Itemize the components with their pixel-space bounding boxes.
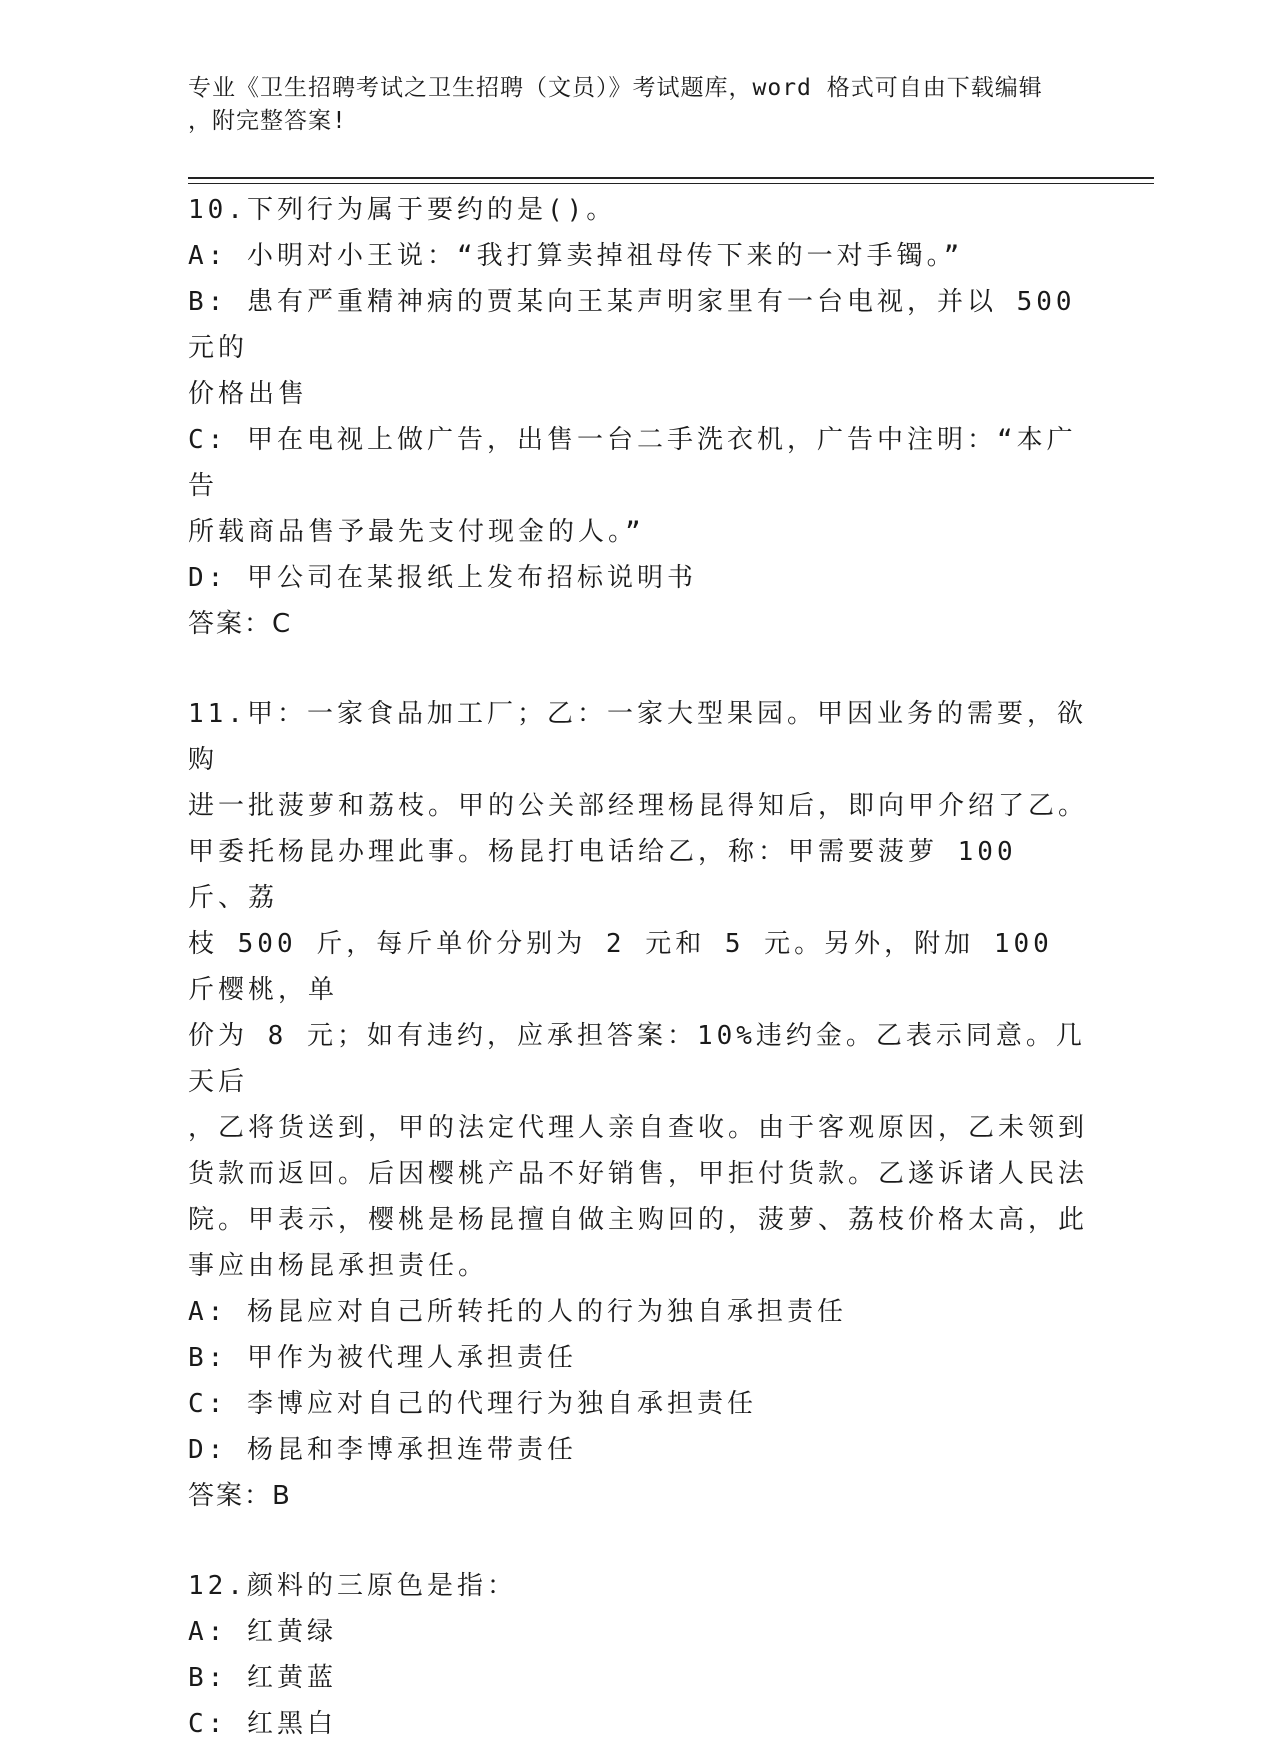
option-b: B: 甲作为被代理人承担责任 <box>188 1343 577 1373</box>
question-10 <box>188 187 1096 647</box>
question-stem: 价为 8 元；如有违约，应承担答案：10%违约金。乙表示同意。几天后 <box>188 1021 1086 1097</box>
question-spacer <box>188 647 1088 691</box>
option-c: C: 李博应对自己的代理行为独自承担责任 <box>188 1389 757 1419</box>
question-stem: 12.颜料的三原色是指： <box>188 1571 517 1601</box>
header-divider <box>188 177 1154 184</box>
question-stem: 事应由杨昆承担责任。 <box>188 1251 489 1281</box>
option-a: A: 小明对小王说：“我打算卖掉祖母传下来的一对手镯。” <box>188 241 964 271</box>
option-c: C: 甲在电视上做广告，出售一台二手洗衣机，广告中注明：“本广告 <box>188 425 1077 501</box>
question-stem: ，乙将货送到，甲的法定代理人亲自查收。由于客观原因，乙未领到 <box>188 1113 1089 1143</box>
document-header <box>188 72 1078 138</box>
question-stem: 进一批菠萝和荔枝。甲的公关部经理杨昆得知后，即向甲介绍了乙。 <box>188 791 1089 821</box>
question-stem: 枝 500 斤，每斤单价分别为 2 元和 5 元。另外，附加 100 斤樱桃，单 <box>188 929 1073 1005</box>
option-a: A: 杨昆应对自己所转托的人的行为独自承担责任 <box>188 1297 847 1327</box>
question-stem: 院。甲表示，樱桃是杨昆擅自做主购回的，菠萝、荔枝价格太高，此 <box>188 1205 1089 1235</box>
header-line-1: 专业《卫生招聘考试之卫生招聘（文员）》考试题库，word 格式可自由下载编辑 <box>188 75 1043 101</box>
question-12 <box>188 1563 1088 1747</box>
question-list <box>188 187 1096 1747</box>
answer-line: 答案：C <box>188 609 293 639</box>
option-b: B: 红黄蓝 <box>188 1663 337 1693</box>
question-stem: 11.甲：一家食品加工厂；乙：一家大型果园。甲因业务的需要，欲购 <box>188 699 1087 775</box>
question-11 <box>188 691 1088 1519</box>
option-d: D: 杨昆和李博承担连带责任 <box>188 1435 577 1465</box>
option-a: A: 红黄绿 <box>188 1617 337 1647</box>
option-d: D: 甲公司在某报纸上发布招标说明书 <box>188 563 697 593</box>
option-c-continued: 所载商品售予最先支付现金的人。” <box>188 517 645 547</box>
question-stem: 甲委托杨昆办理此事。杨昆打电话给乙，称：甲需要菠萝 100 斤、荔 <box>188 837 1037 913</box>
answer-line: 答案：B <box>188 1481 292 1511</box>
header-line-2: ，附完整答案! <box>188 108 347 134</box>
option-c: C: 红黑白 <box>188 1709 337 1739</box>
question-stem: 10.下列行为属于要约的是()。 <box>188 195 617 225</box>
question-spacer <box>188 1519 1088 1563</box>
option-b-continued: 价格出售 <box>188 379 309 409</box>
question-stem: 货款而返回。后因樱桃产品不好销售，甲拒付货款。乙遂诉诸人民法 <box>188 1159 1089 1189</box>
option-b: B: 患有严重精神病的贾某向王某声明家里有一台电视，并以 500 元的 <box>188 287 1096 363</box>
